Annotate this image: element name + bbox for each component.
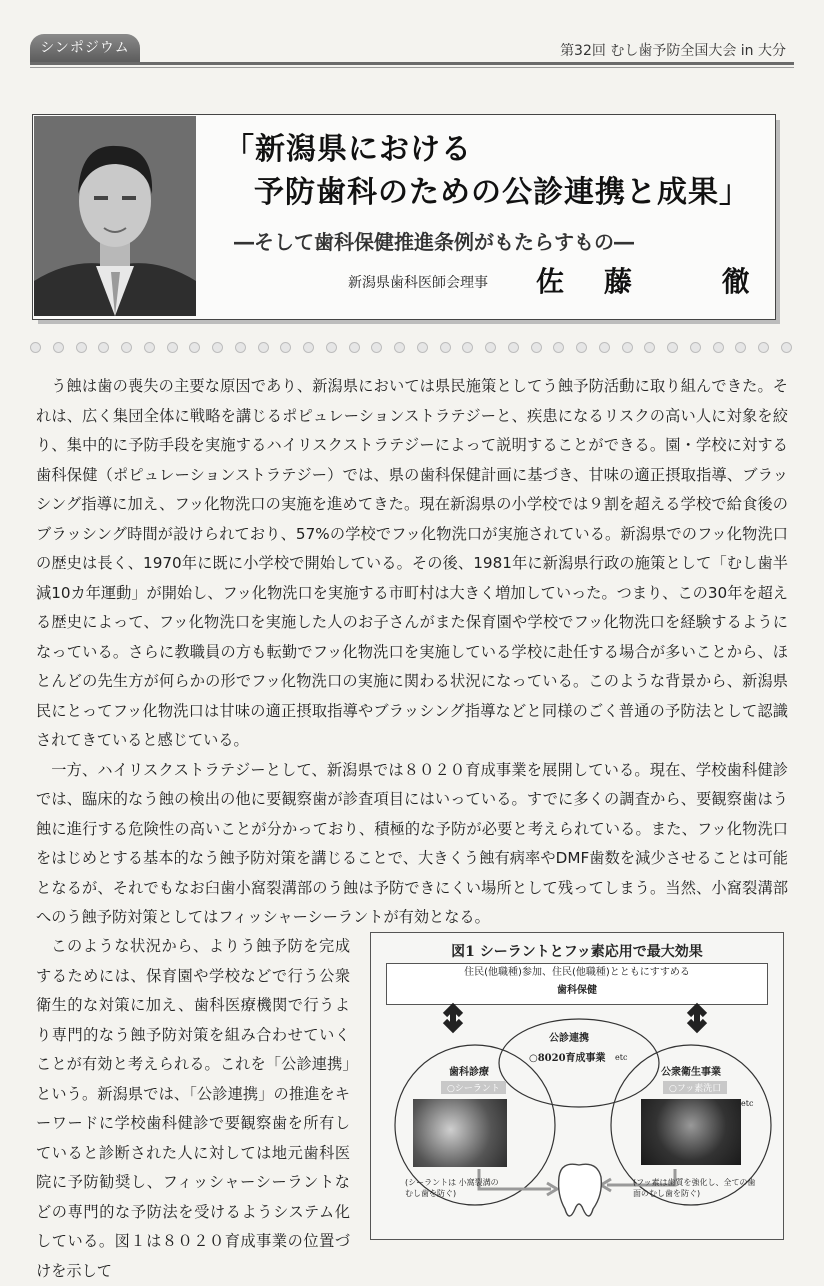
left-caption: (シーラントは 小窩裂溝のむし歯を防ぐ) (405, 1178, 499, 1198)
article-subtitle: ―そして歯科保健推進条例がもたらすもの― (234, 230, 634, 254)
article-body (36, 372, 788, 933)
center-item: ○8020育成事業 (529, 1053, 606, 1064)
left-label: 歯科診療 (449, 1067, 489, 1078)
paragraph-1: う蝕は歯の喪失の主要な原因であり、新潟県においては県民施策としてう蝕予防活動に取り組んできた。それは、広く集団全体に戦略を講じるポピュレーションストラテジーと、疾患になるリスクの高い人に対象を絞り、集中的に予防手段を実施するハイリスクストラテジーによって説明することができる。園・学校に対する歯科保健（ポピュレーションストラテジー）では、県の歯科保健計画に基づき、甘味の適正摂取指導、ブラッシング指導に加え、フッ化物洗口の実施を進めてきた。現在新潟県の小学校では９割を超える学校で給食後のブラッシング時間が設けられており、57%の学校でフッ化物洗口が実施されている。新潟県でのフッ化物洗口の歴史は長く、1970年に既に小学校で開始している。その後、1981年に新潟県行政の施策として「むし歯半減10カ年運動」が開始し、フッ化物洗口を実施する市町村は大きく増加していった。つまり、この30年を超える歴史によって、フッ化物洗口を実施した人のお子さんがまた保育園や学校でフッ化物洗口を経験するようになっている。さらに教職員の方も転勤でフッ化物洗口を実施している学校に赴任する場合が多いことから、ほとんどの先生方が何らかの形でフッ化物洗口の実施に関わる状況になっている。このような背景から、新潟県民にとってフッ化物洗口は甘味の適正摂取指導やブラッシング指導などと同様のごく普通の予防法として認識されてきていると感じている。 (36, 377, 788, 749)
paragraph-2: 一方、ハイリスクストラテジーとして、新潟県では８０２０育成事業を展開している。現在、学校歯科健診では、臨床的なう蝕の検出の他に要観察歯が診査項目にはいっている。すでに多くの調査から、要観察歯はう蝕に進行する危険性の高いことが分かっており、積極的な予防が必要と考えられている。また、フッ化物洗口をはじめとする基本的なう蝕予防対策を講じることで、大きくう蝕有病率やDMF歯数を減少させることは可能となるが、それでもなお臼歯小窩裂溝部のう蝕は予防できにくい場所として残ってしまう。当然、小窩裂溝部へのう蝕予防対策としてはフィッシャーシーラントが有効となる。 (36, 760, 788, 926)
paragraph-3: このような状況から、よりう蝕予防を完成するためには、保育園や学校などで行う公衆衛生的な対策に加え、歯科医療機関で行うより専門的なう蝕予防対策を組み合わせていくことが有効と考えられる。これを「公診連携」という。新潟県では、「公診連携」の推進をキーワードに学校歯科健診で要観察歯を所有していると診断された人に対しては地元歯科医院に予防勧奨し、フィッシャーシーラントなどの専門的な予防法を受けるようシステム化している。図１は８０２０育成事業の位置づけを示して (36, 937, 350, 1280)
figure-1 (370, 932, 784, 1240)
figure-box-line-2: 歯科保健 (557, 985, 597, 996)
figure-title: 図1 シーラントとフッ素応用で最大効果 (451, 944, 703, 960)
center-etc: etc (615, 1053, 628, 1062)
right-label: 公衆衛生事業 (661, 1067, 721, 1078)
left-tag: ○シーラント (441, 1081, 506, 1094)
right-etc: etc (741, 1099, 754, 1108)
title-line-1: 「新潟県における (224, 132, 472, 167)
author-portrait (34, 116, 196, 316)
dotted-divider (30, 342, 792, 358)
figure-box-line-1: 住民(他職種)参加、住民(他職種)とともにすすめる (464, 967, 690, 978)
author-affiliation: 新潟県歯科医師会理事 (348, 275, 488, 291)
article-body-column (36, 932, 350, 1286)
header-rule-thin (30, 67, 794, 68)
right-tag: ○フッ素洗口 (663, 1081, 727, 1094)
section-tab: シンポジウム (30, 34, 140, 62)
center-label: 公診連携 (549, 1033, 589, 1044)
author-name: 佐藤 徹 (536, 265, 790, 298)
event-title: 第32回 むし歯予防全国大会 in 大分 (560, 43, 786, 59)
fluoride-mouthwash-photo (641, 1099, 741, 1165)
right-caption: (フッ素は歯質を強化し、全ての歯面のむし歯を防ぐ) (633, 1178, 756, 1198)
header-rule (30, 62, 794, 65)
article-title (224, 128, 750, 214)
sealant-photo (413, 1099, 507, 1167)
title-line-2: 予防歯科のための公診連携と成果」 (254, 175, 750, 210)
